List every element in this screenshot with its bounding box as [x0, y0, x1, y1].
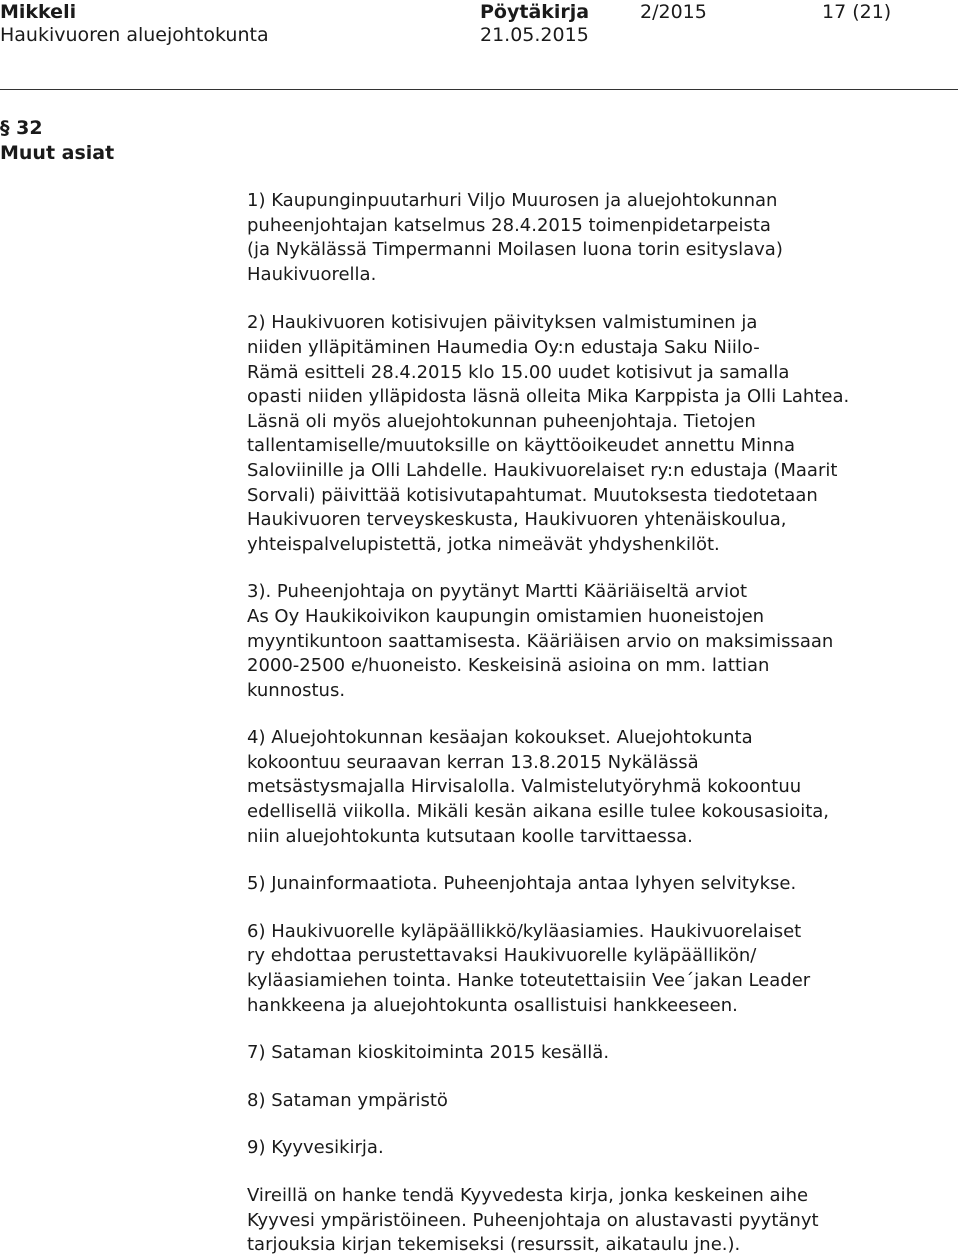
item-4-paragraph: 4) Aluejohtokunnan kesäajan kokoukset. Aluejohtokunta kokoontuu seuraavan kerran 13.8.2015 Nykälässä metsästysmajalla Hirvisalolla. Valmistelutyöryhmä kokoontuu edellisellä viikolla. Mikäli kesän aikana esille tulee kokousasioita, niin aluejohtokunta kutsutaan koolle tarvittaessa.: [247, 727, 830, 847]
section-body: [247, 189, 947, 1258]
meeting-date: 21.05.2015: [480, 24, 589, 46]
page-number: 17 (21): [822, 1, 892, 23]
header-divider: [0, 89, 958, 90]
item-5-paragraph: 5) Junainformaatiota. Puheenjohtaja antaa lyhyen selvitykse.: [247, 873, 797, 895]
item-8-paragraph: 8) Sataman ympäristö: [247, 1089, 448, 1111]
item-3-paragraph: 3). Puheenjohtaja on pyytänyt Martti Kääriäiseltä arviot As Oy Haukikoivikon kaupungin omistamien huoneistojen myyntikuntoon saattamisesta. Kääriäisen arvio on maksimissaan 2000-2500 e/huoneisto. Keskeisinä asioina on mm. lattian kunnostus.: [247, 581, 834, 701]
item-6-paragraph: 6) Haukivuorelle kyläpäällikkö/kyläasiamies. Haukivuorelaiset ry ehdottaa perustettavaksi Haukivuorelle kyläpäällikön/ kyläasiamiehen tointa. Hanke toteutettaisiin Vee´jakan Leader hankkeena ja aluejohtokunta osallistuisi hankkeeseen.: [247, 920, 811, 1016]
item-9-details-paragraph: Vireillä on hanke tendä Kyyvedesta kirja, jonka keskeinen aihe Kyyvesi ympäristöineen. Puheenjohtaja on alustavasti pyytänyt tarjouksia kirjan tekemiseksi (resurssit, aikataulu jne.).: [247, 1185, 819, 1256]
document-number: 2/2015: [640, 1, 707, 23]
board-name: Haukivuoren aluejohtokunta: [0, 24, 269, 46]
item-7-paragraph: 7) Sataman kioskitoiminta 2015 kesällä.: [247, 1042, 610, 1064]
item-2-paragraph: 2) Haukivuoren kotisivujen päivityksen valmistuminen ja niiden ylläpitäminen Haumedia Oy:n edustaja Saku Niilo- Rämä esitteli 28.4.2015 klo 15.00 uudet kotisivut ja samalla opasti niiden ylläpidosta läsnä olleita Mika Karppista ja Olli Lahtea. Läsnä oli myös aluejohtokunnan puheenjohtaja. Tietojen tallentamiselle/muutoksille on käyttöoikeudet annettu Minna Saloviinille ja Olli Lahdelle. Haukivuorelaiset ry:n edustaja (Maarit Sorvali) päivittää kotisivutapahtumat. Muutoksesta tiedotetaan Haukivuoren terveyskeskusta, Haukivuoren yhtenäiskoulua, yhteispalvelupistettä, jotka nimeävät yhdyshenkilöt.: [247, 312, 850, 555]
item-9-paragraph: 9) Kyyvesikirja.: [247, 1137, 384, 1159]
document-type: Pöytäkirja: [480, 1, 590, 23]
section-symbol: §: [0, 117, 10, 139]
section-number-value: 32: [16, 117, 43, 139]
section-number: [0, 116, 43, 140]
section-title: Muut asiat: [0, 142, 115, 164]
municipality-name: Mikkeli: [0, 1, 77, 23]
item-1-paragraph: 1) Kaupunginpuutarhuri Viljo Muurosen ja aluejohtokunnan puheenjohtajan katselmus 28.4.2015 toimenpidetarpeista (ja Nykälässä Timpermanni Moilasen luona torin esityslava) Haukivuorella.: [247, 190, 783, 285]
